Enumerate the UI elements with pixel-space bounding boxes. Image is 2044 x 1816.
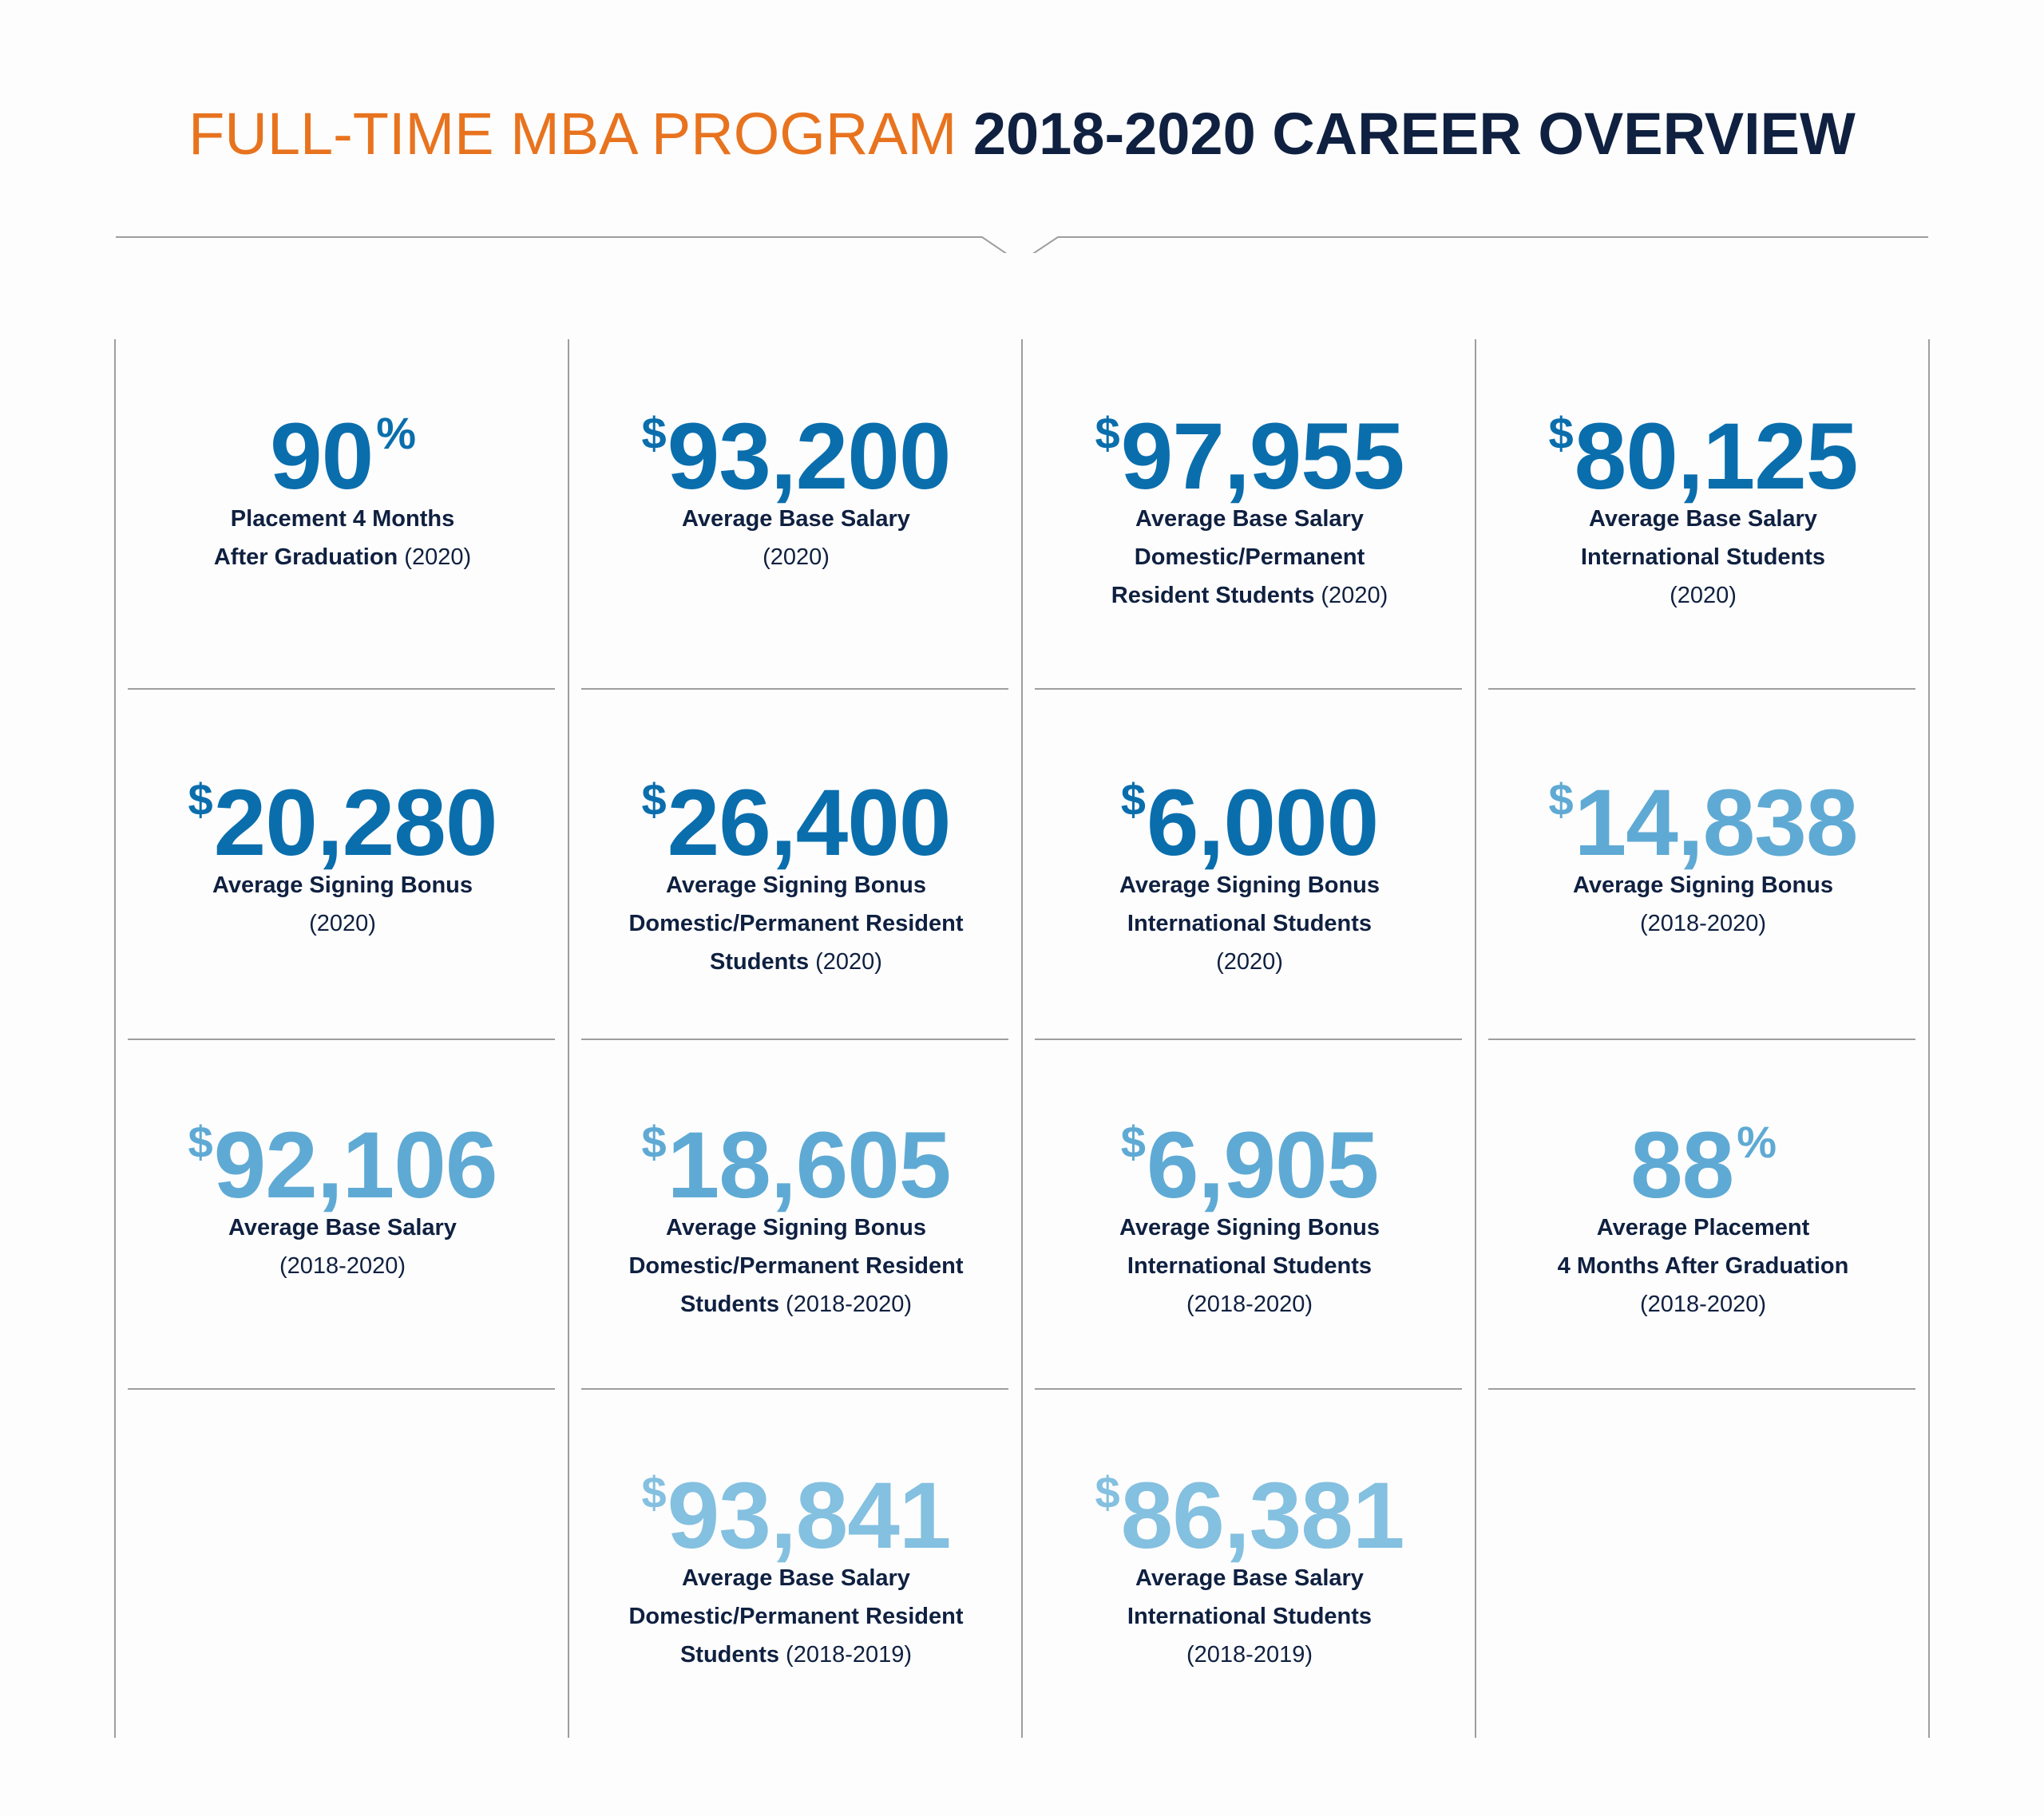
stat-label-line [569,538,1023,576]
stat-value [1476,740,1930,876]
stat-suffix: % [376,408,416,458]
stat-label-text: Average Signing Bonus [665,872,927,898]
stat-label-year: (2020) [763,544,830,570]
stat-label-text: Resident Students [1111,583,1315,608]
stat-label-year: (2018-2020) [779,1292,913,1317]
stat-value [569,374,1023,509]
grid-hline [128,688,555,690]
stat-value [1023,374,1476,509]
stat-label-year: (2018-2019) [779,1642,913,1668]
stat-label-line [1023,1247,1476,1285]
stat-label-line [569,1209,1023,1247]
stat-label-line [1476,500,1930,538]
stat-label-text: Average Base Salary [1135,1565,1364,1591]
stat-label-line [1476,866,1930,904]
stat-label-line [116,866,569,904]
stat-label-text: Students [710,949,810,975]
grid-hline [1488,688,1915,690]
stat-label [116,866,569,943]
stat-prefix: $ [188,1117,212,1167]
stat-label-text: Average Signing Bonus [212,872,473,898]
stat-label-line [1023,1209,1476,1247]
stat-label-line [1023,500,1476,538]
stat-label-line [1476,1247,1930,1285]
stat-prefix: $ [641,1117,666,1167]
stat-label-text: Students [679,1642,779,1668]
stat-card [569,1082,1023,1323]
stat-prefix: $ [1095,1467,1119,1517]
stat-label-text: Domestic/Permanent [1134,544,1365,570]
stat-label-line [1023,1597,1476,1636]
grid-hline [1488,1388,1915,1390]
stat-label-text: Average Base Salary [228,1215,457,1240]
stat-label-line [569,1597,1023,1636]
stat-prefix: $ [641,774,666,825]
stat-label-line [116,500,569,538]
stat-label-line [1476,904,1930,943]
stat-prefix: $ [1120,1117,1145,1167]
grid-hline [581,688,1008,690]
stat-number: 26,400 [667,770,951,876]
stat-label-year: (2020) [1314,583,1388,608]
stat-number: 90 [269,404,374,509]
stat-label-text: Placement 4 Months [230,506,455,532]
stat-label-text: 4 Months After Graduation [1557,1253,1849,1279]
stat-label-text: Average Base Salary [682,1565,910,1591]
stat-value [1023,740,1476,876]
stat-label-text: Students [679,1292,779,1317]
stat-label [1023,1209,1476,1323]
stat-value [569,1082,1023,1218]
stat-label-text: Average Base Salary [1135,506,1364,532]
stat-prefix: $ [641,408,666,458]
stat-number: 88 [1630,1113,1734,1218]
stat-label [1023,1559,1476,1674]
stat-label-year: (2020) [809,949,882,975]
title-overview: 2018-2020 CAREER OVERVIEW [972,101,1856,167]
stat-number: 18,605 [667,1113,951,1218]
grid-hline [1035,1039,1462,1040]
stat-suffix: % [1737,1117,1777,1167]
page-title [0,96,2044,172]
stat-label-text: International Students [1127,911,1373,936]
stat-label-line [116,904,569,943]
stat-label-line [1023,538,1476,576]
stat-number: 14,838 [1574,770,1858,876]
header-divider [116,224,1928,253]
stat-prefix: $ [1095,408,1119,458]
stat-number: 92,106 [213,1113,497,1218]
stat-label-text: International Students [1580,544,1826,570]
title-program: FULL-TIME MBA PROGRAM [188,101,957,167]
stat-label-line [1023,1559,1476,1597]
stat-label-line [569,866,1023,904]
stat-card [569,1433,1023,1674]
stat-label-text: Average Placement [1596,1215,1810,1240]
stat-label-text: Domestic/Permanent Resident [628,1253,964,1279]
stat-value [1476,374,1930,509]
stat-label-line [116,1209,569,1247]
stat-card [116,740,569,943]
stat-number: 80,125 [1574,404,1858,509]
stat-label-year: (2020) [398,544,472,570]
stat-label [569,1209,1023,1323]
stat-label [116,500,569,576]
stat-label-year: (2018-2020) [1186,1292,1313,1317]
stat-card [1476,740,1930,943]
stat-card [569,740,1023,981]
grid-hline [1488,1039,1915,1040]
stat-label-year: (2018-2020) [1640,911,1766,936]
stat-label-text: Average Signing Bonus [1119,872,1380,898]
stat-label-year: (2020) [309,911,376,936]
stat-label-line [569,904,1023,943]
stat-label-line [116,538,569,576]
stat-card [1023,1433,1476,1674]
stat-number: 93,200 [667,404,951,509]
stat-label-line [116,1247,569,1285]
stat-label-line [1023,1285,1476,1323]
stat-number: 86,381 [1120,1463,1404,1569]
stat-label-line [1023,1636,1476,1674]
stat-value [116,740,569,876]
stat-label-year: (2020) [1670,583,1737,608]
stat-label-text: International Students [1127,1253,1373,1279]
stat-label-year: (2018-2020) [1640,1292,1766,1317]
stat-label-year: (2020) [1216,949,1283,975]
stat-card [1023,740,1476,981]
grid-hline [581,1388,1008,1390]
stat-label [1476,866,1930,943]
stat-label-line [1476,538,1930,576]
grid-hline [128,1039,555,1040]
grid-hline [128,1388,555,1390]
stat-label-line [569,1559,1023,1597]
stat-label-line [1023,943,1476,981]
stat-label-year: (2018-2019) [1186,1642,1313,1668]
stat-label [569,1559,1023,1674]
stat-label-line [1476,1285,1930,1323]
stat-prefix: $ [1120,774,1145,825]
stat-label-line [569,1247,1023,1285]
grid-hline [581,1039,1008,1040]
stat-card [116,374,569,576]
stat-prefix: $ [641,1467,666,1517]
stat-card [1476,1082,1930,1323]
stat-label-line [569,500,1023,538]
stat-label-text: Domestic/Permanent Resident [628,1604,964,1629]
stat-value [116,374,569,509]
stat-prefix: $ [1548,408,1573,458]
stat-prefix: $ [188,774,212,825]
stat-value [116,1082,569,1218]
stat-number: 20,280 [213,770,497,876]
stat-label [569,500,1023,576]
stat-label-text: After Graduation [213,544,398,570]
stat-label [569,866,1023,981]
stat-value [569,740,1023,876]
stat-card [569,374,1023,576]
stat-label [1476,500,1930,615]
stat-label [1023,500,1476,615]
stat-card [1023,1082,1476,1323]
stat-label [1476,1209,1930,1323]
stat-value [1023,1433,1476,1569]
stat-label-text: Average Signing Bonus [1119,1215,1380,1240]
stat-number: 6,000 [1146,770,1379,876]
stat-card [116,1082,569,1285]
stat-label-text: Domestic/Permanent Resident [628,911,964,936]
stat-label-line [1476,1209,1930,1247]
stat-value [1476,1082,1930,1218]
stat-label-line [569,1636,1023,1674]
stat-label-line [1023,576,1476,615]
stat-label-text: Average Base Salary [1589,506,1817,532]
stat-label-text: Average Signing Bonus [1572,872,1834,898]
stat-card [1023,374,1476,615]
stat-label-year: (2018-2020) [279,1253,406,1279]
stat-card [1476,374,1930,615]
stat-prefix: $ [1548,774,1573,825]
stat-label-line [569,943,1023,981]
stat-number: 97,955 [1120,404,1404,509]
stat-label-line [569,1285,1023,1323]
stat-label-text: Average Signing Bonus [665,1215,927,1240]
stat-label [116,1209,569,1285]
stat-number: 6,905 [1146,1113,1379,1218]
stat-label-line [1023,904,1476,943]
stat-value [569,1433,1023,1569]
grid-hline [1035,1388,1462,1390]
grid-hline [1035,688,1462,690]
stat-label-text: Average Base Salary [682,506,910,532]
stat-value [1023,1082,1476,1218]
stat-number: 93,841 [667,1463,951,1569]
stat-label-line [1476,576,1930,615]
stat-label-text: International Students [1127,1604,1373,1629]
stat-label-line [1023,866,1476,904]
stat-label [1023,866,1476,981]
